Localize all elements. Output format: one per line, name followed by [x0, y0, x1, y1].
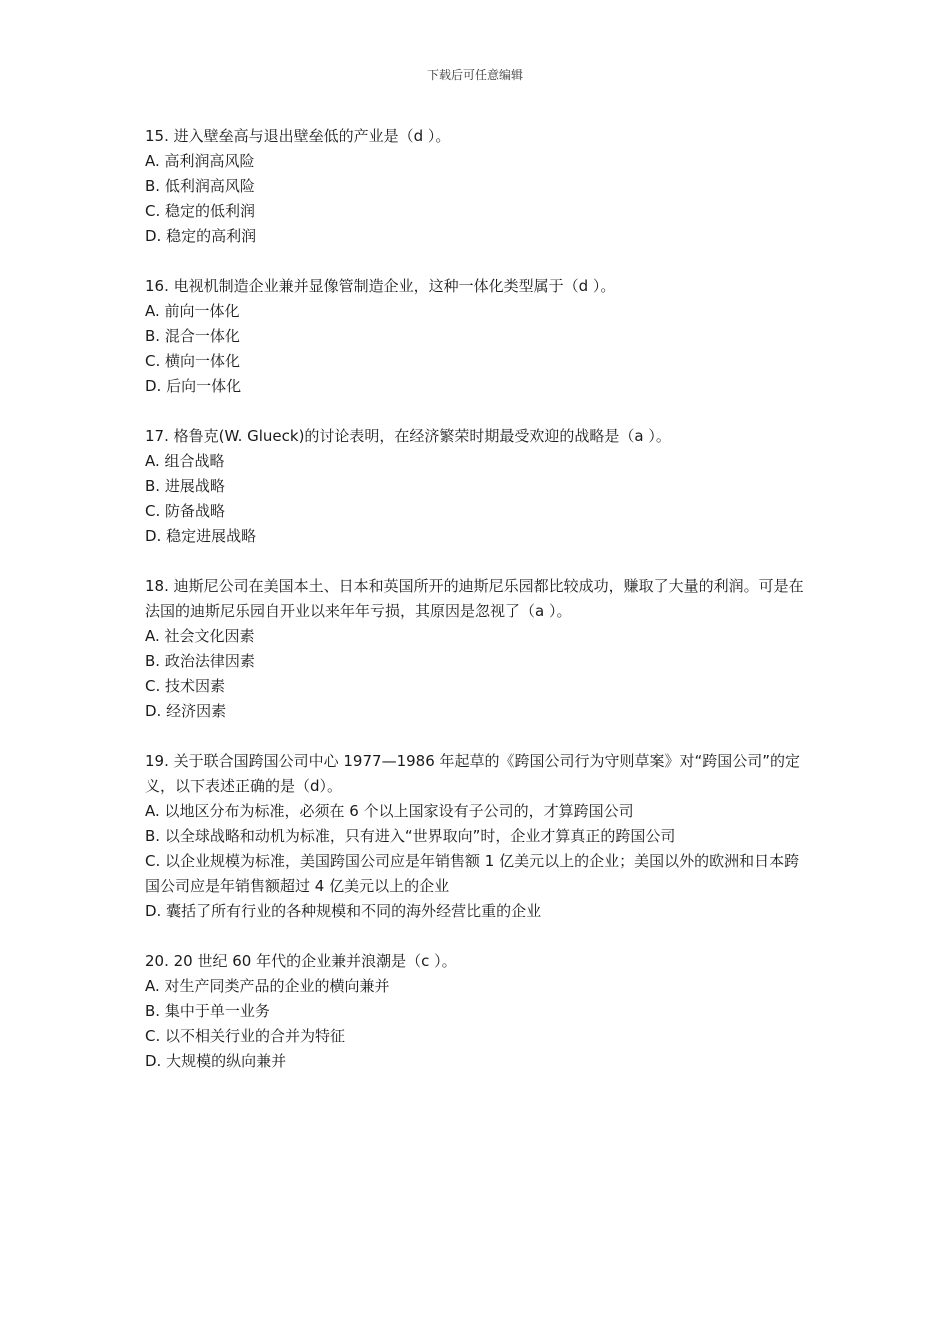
option-d: D. 经济因素	[145, 702, 227, 720]
option-b: B. 进展战略	[145, 477, 225, 495]
option-a: A. 以地区分布为标准，必须在 6 个以上国家设有子公司的，才算跨国公司	[145, 802, 634, 820]
question-stem: 17. 格鲁克(W. Glueck)的讨论表明，在经济繁荣时期最受欢迎的战略是（a ）。	[145, 427, 671, 445]
option-a: A. 高利润高风险	[145, 152, 255, 170]
question-stem: 15. 进入壁垒高与退出壁垒低的产业是（d ）。	[145, 127, 451, 145]
question-list	[145, 124, 810, 1099]
option-d: D. 后向一体化	[145, 377, 242, 395]
question-stem: 18. 迪斯尼公司在美国本土、日本和英国所开的迪斯尼乐园都比较成功，赚取了大量的利润。可是在法国的迪斯尼乐园自开业以来年年亏损，其原因是忽视了（a ）。	[145, 577, 804, 620]
option-a: A. 前向一体化	[145, 302, 240, 320]
option-d: D. 大规模的纵向兼并	[145, 1052, 287, 1070]
question-19	[145, 749, 810, 924]
question-15	[145, 124, 810, 249]
option-b: B. 以全球战略和动机为标准，只有进入“世界取向”时，企业才算真正的跨国公司	[145, 827, 676, 845]
option-b: B. 政治法律因素	[145, 652, 255, 670]
option-b: B. 低利润高风险	[145, 177, 255, 195]
page-header: 下载后可任意编辑	[426, 68, 523, 82]
question-17	[145, 424, 810, 549]
option-a: A. 组合战略	[145, 452, 225, 470]
question-stem: 16. 电视机制造企业兼并显像管制造企业，这种一体化类型属于（d ）。	[145, 277, 616, 295]
option-c: C. 稳定的低利润	[145, 202, 256, 220]
question-20	[145, 949, 810, 1074]
option-d: D. 稳定的高利润	[145, 227, 257, 245]
option-c: C. 以企业规模为标准，美国跨国公司应是年销售额 1 亿美元以上的企业；美国以外的欧洲和日本跨国公司应是年销售额超过 4 亿美元以上的企业	[145, 852, 800, 895]
question-16	[145, 274, 810, 399]
option-a: A. 社会文化因素	[145, 627, 255, 645]
option-b: B. 混合一体化	[145, 327, 240, 345]
question-18	[145, 574, 810, 724]
option-b: B. 集中于单一业务	[145, 1002, 270, 1020]
option-c: C. 横向一体化	[145, 352, 241, 370]
option-d: D. 囊括了所有行业的各种规模和不同的海外经营比重的企业	[145, 902, 542, 920]
option-d: D. 稳定进展战略	[145, 527, 257, 545]
option-c: C. 防备战略	[145, 502, 226, 520]
option-c: C. 以不相关行业的合并为特征	[145, 1027, 346, 1045]
question-stem: 20. 20 世纪 60 年代的企业兼并浪潮是（c ）。	[145, 952, 457, 970]
option-a: A. 对生产同类产品的企业的横向兼并	[145, 977, 390, 995]
question-stem: 19. 关于联合国跨国公司中心 1977—1986 年起草的《跨国公司行为守则草案》对“跨国公司”的定义，以下表述正确的是（d）。	[145, 752, 801, 795]
option-c: C. 技术因素	[145, 677, 226, 695]
